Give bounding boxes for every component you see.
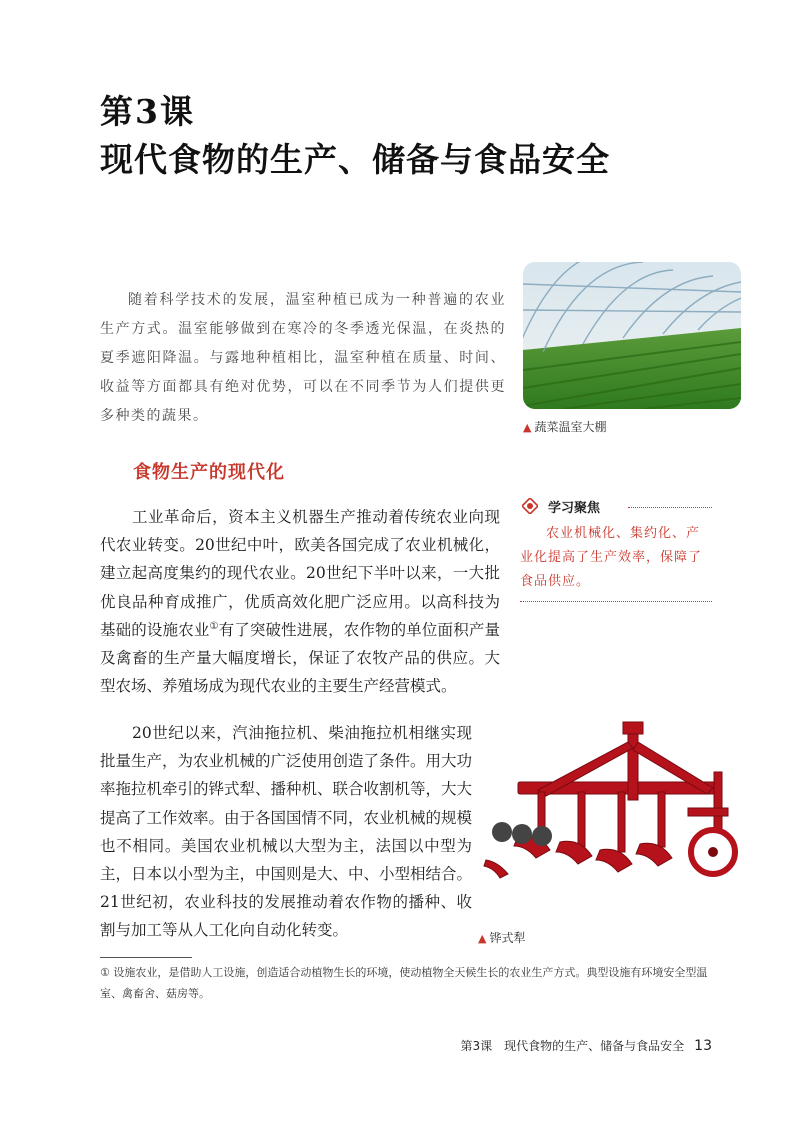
body-paragraph-1 [100,503,500,700]
focus-bottom-divider [520,601,712,602]
running-title: 第3课 现代食物的生产、储备与食品安全 [460,1039,685,1053]
greenhouse-caption-text: 蔬菜温室大棚 [534,420,607,434]
page-number: 13 [694,1038,712,1054]
p1-text-b: 有了突破性进展，农作物的单位面积产量及禽畜的生产量大幅度增长，保证了农牧产品的供应。大型农场、养殖场成为现代农业的主要生产经营模式。 [100,620,500,696]
learning-focus-header [520,496,712,518]
page-footer [461,1037,712,1054]
intro-paragraph: 随着科学技术的发展，温室种植已成为一种普遍的农业生产方式。温室能够做到在寒冷的冬季透光保温，在炎热的夏季遮阳降温。与露地种植相比，温室种植在质量、时间、收益等方面都具有绝对优势，可以在不同季节为人们提供更多种类的蔬果。 [100,292,506,424]
plow-caption-text: 铧式犁 [489,931,526,945]
focus-divider [628,507,712,508]
p1-text-a: 工业革命后，资本主义机器生产推动着传统农业向现代农业转变。20世纪中叶，欧美各国完成了农业机械化，建立起高度集约的现代农业。20世纪下半叶以来，一大批优良品种育成推广，优质高效化肥广泛应用。以高科技为基础的设施农业 [100,508,500,639]
greenhouse-caption [523,418,606,435]
caption-marker-icon: ▲ [523,421,532,434]
lesson-title: 现代食物的生产、储备与食品安全 [100,140,610,179]
greenhouse-photo [523,262,741,409]
caption-marker-icon: ▲ [478,932,487,945]
plow-caption [478,929,525,946]
learning-focus-box [520,496,712,602]
learning-focus-text: 农业机械化、集约化、产业化提高了生产效率，保障了食品供应。 [520,526,703,589]
footnote-ref[interactable]: ① [209,620,219,632]
section-heading: 食物生产的现代化 [133,462,285,483]
footnote-divider [100,957,192,958]
learning-focus-title: 学习聚焦 [548,501,601,516]
body-paragraph-2: 20世纪以来，汽油拖拉机、柴油拖拉机相继实现批量生产，为农业机械的广泛使用创造了条件。用大功率拖拉机牵引的铧式犁、播种机、联合收割机等，大大提高了工作效率。由于各国国情不同，农业机械的规模也不相同。美国农业机械以大型为主，法国以中型为主，日本以小型为主，中国则是大、中、小型相结合。21世纪初，农业科技的发展推动着农作物的播种、收割与加工等从人工化向自动化转变。 [100,724,473,940]
lesson-number: 第3课 [100,92,195,131]
footnote: ① 设施农业，是借助人工设施，创造适合动植物生长的环境，使动植物全天候生长的农业生产方式。典型设施有环境安全型温室、禽畜舍、菇房等。 [100,966,708,1000]
plow-photo [478,712,744,920]
focus-target-icon [522,498,538,514]
